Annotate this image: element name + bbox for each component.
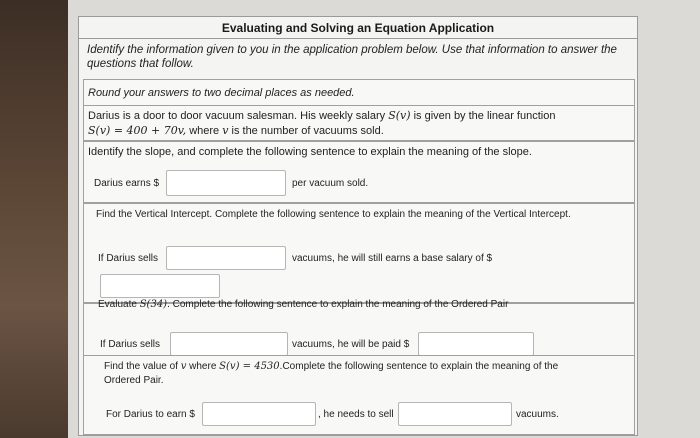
problem-equation: S(v) = 400 + 70v, (88, 124, 187, 137)
solve-text-a: Find the value of (104, 361, 181, 372)
problem-text-b: is given by the linear function (410, 110, 556, 122)
solve-prefix: For Darius to earn $ (106, 409, 195, 420)
solve-text-d: Ordered Pair. (104, 375, 164, 386)
evaluate-function: S(34) (139, 299, 168, 310)
problem-text-c: where (186, 125, 223, 137)
round-note-box (83, 79, 635, 107)
problem-text-a: Darius is a door to door vacuum salesman. His weekly salary (88, 110, 389, 122)
slope-input[interactable] (166, 170, 286, 196)
solve-suffix: vacuums. (516, 409, 559, 420)
problem-panel (78, 16, 638, 436)
problem-box (83, 105, 635, 141)
problem-line-2 (88, 124, 384, 138)
solve-text-c: .Complete the following sentence to explain the meaning of the (279, 361, 559, 372)
evaluate-middle: vacuums, he will be paid $ (292, 339, 410, 350)
problem-function: S(v) (388, 109, 411, 122)
intercept-prefix: If Darius sells (98, 253, 159, 264)
round-note: Round your answers to two decimal places as needed. (88, 87, 355, 99)
evaluate-text-a: Evaluate (98, 299, 140, 310)
solve-question-box (83, 355, 635, 435)
solve-variable: v (180, 361, 187, 372)
problem-variable: v (222, 124, 229, 137)
intercept-question-box (83, 203, 635, 303)
solve-earnings-input[interactable] (202, 402, 316, 426)
solve-text-b: where (186, 361, 220, 372)
solve-question (104, 360, 558, 374)
slope-suffix: per vacuum sold. (292, 178, 369, 189)
intercept-middle: vacuums, he will still earns a base salary of $ (292, 253, 493, 264)
instructions: Identify the information given to you in the application problem below. Use that information to answer the questions that follow. (87, 44, 617, 70)
evaluate-question-box (83, 299, 635, 357)
evaluate-pay-input[interactable] (418, 332, 534, 356)
slope-question: Identify the slope, and complete the following sentence to explain the meaning of the slope. (88, 146, 532, 158)
problem-line-1 (88, 109, 555, 123)
intercept-question: Find the Vertical Intercept. Complete the following sentence to explain the meaning of the Vertical Intercept. (96, 209, 571, 220)
intercept-vacuums-input[interactable] (166, 246, 286, 270)
solve-vacuums-input[interactable] (398, 402, 512, 426)
slope-question-box (83, 141, 635, 203)
slope-prefix: Darius earns $ (94, 178, 160, 189)
page-title: Evaluating and Solving an Equation Application (79, 17, 637, 39)
intercept-salary-input[interactable] (100, 274, 220, 298)
evaluate-prefix: If Darius sells (100, 339, 161, 350)
evaluate-question (98, 298, 508, 312)
problem-text-d: is the number of vacuums sold. (228, 125, 384, 137)
solve-equation: S(v) = 4530 (219, 361, 280, 372)
evaluate-text-b: . Complete the following sentence to explain the meaning of the Ordered Pair (167, 299, 509, 310)
solve-middle: , he needs to sell (318, 409, 394, 420)
evaluate-vacuums-input[interactable] (170, 332, 288, 356)
